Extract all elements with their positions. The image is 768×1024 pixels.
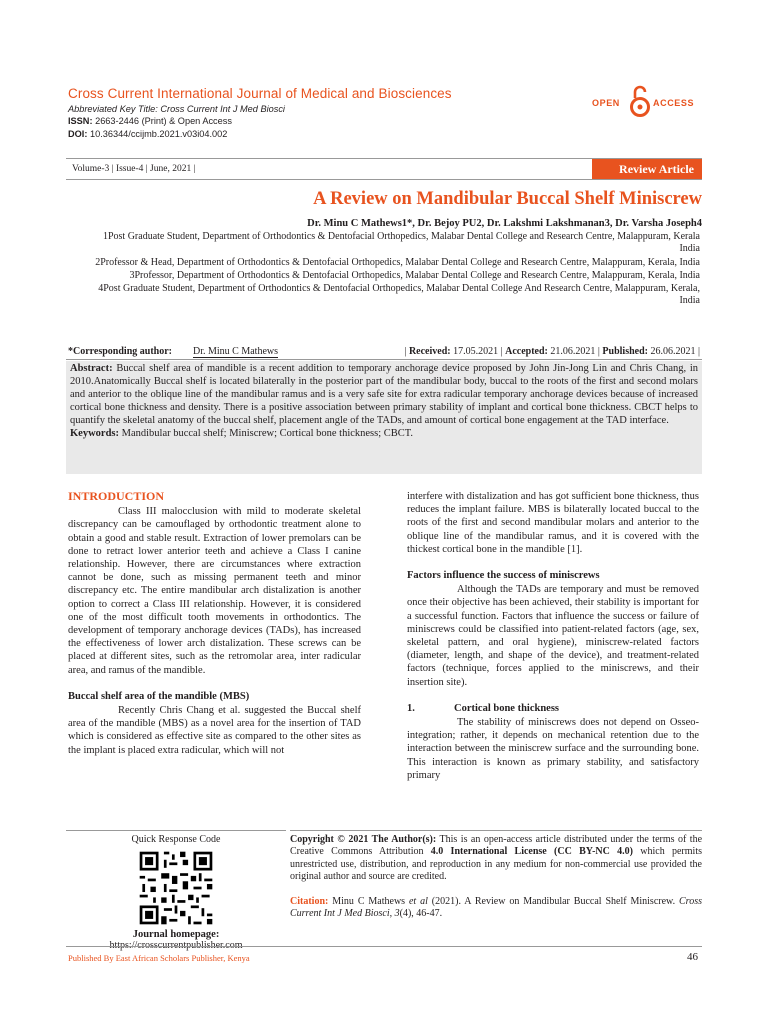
right-column (407, 490, 699, 782)
qr-code-icon[interactable] (137, 849, 215, 927)
keywords-text: Mandibular buccal shelf; Miniscrew; Cortical bone thickness; CBCT. (121, 427, 414, 439)
cortical-number: 1. (407, 702, 415, 714)
factors-heading: Factors influence the success of miniscrews (407, 570, 600, 582)
citation-year-title: (2021). A Review on Mandibular Buccal Shelf Miniscrew. (431, 896, 676, 907)
left-column (68, 490, 361, 757)
mbs-paragraph: Recently Chris Chang et al. suggested the Buccal shelf area of the mandible (MBS) as a novel area for the insertion of TAD which is considered as effective site as compared to the other sites as the implant is placed extra radicular, which will not (68, 705, 361, 756)
license-name[interactable]: 4.0 International License (CC BY-NC 4.0) (430, 846, 633, 858)
published-label: Published: (602, 346, 648, 357)
keywords-label: Keywords: (70, 427, 119, 439)
oa-open-text: OPEN (592, 98, 620, 108)
affiliation-1: 1Post Graduate Student, Department of Orthodontics & Dentofacial Orthopedics, Malabar Dental College and Research Centre, Malappuram, Kerala India (102, 231, 700, 255)
accepted-label: Accepted: (505, 346, 548, 357)
issue-info: Volume-3 | Issue-4 | June, 2021 | (72, 164, 196, 174)
received-label: Received: (408, 346, 451, 357)
homepage-link[interactable]: https://crosscurrentpublisher.com (109, 940, 243, 951)
issn-value: 2663-2446 (Print) & Open Access (95, 116, 232, 127)
license-text (290, 830, 702, 883)
citation-authors: Minu C Mathews (332, 896, 406, 907)
doi-label: DOI: (68, 128, 88, 139)
corresponding-label: *Corresponding author: (68, 346, 172, 357)
copyright-label: Copyright © 2021 The Author(s): (290, 834, 437, 845)
article-title: A Review on Mandibular Buccal Shelf Miniscrew (313, 189, 702, 209)
affiliation-2: 2Professor & Head, Department of Orthodontics & Dentofacial Orthopedics, Malabar Dental College and Research Centre, Malappuram, Kerala, India (95, 256, 700, 268)
publisher-line: Published By East African Scholars Publisher, Kenya (68, 953, 250, 963)
footer-divider (66, 946, 702, 947)
citation-label: Citation: (290, 896, 329, 907)
abstract-label: Abstract: (70, 363, 113, 374)
abbrev-label: Abbreviated Key Title: (68, 104, 158, 114)
abstract-box (66, 361, 702, 474)
factors-paragraph: Although the TADs are temporary and must be removed once their objective has been achieved, their stability is important for a successful function. Factors that influence the success or failure of miniscrews could be classified into patient-related factors (age, sex, skeletal pattern, and oral hygiene), miniscrew-related factors (diameter, length, and shape of the device), and treatment-related factors (technique, forces applied to the miniscrews, and their insertion site). (407, 584, 699, 688)
received-date: 17.05.2021 (453, 346, 499, 357)
license-terms: which permits unrestricted use, distribution, and reproduction in any medium for non-commercial use provided the original author and source are credited. (290, 846, 702, 882)
dates: | Received: 17.05.2021 | Accepted: 21.06.2021 | Published: 26.06.2021 | (404, 346, 700, 357)
affiliations (90, 231, 700, 309)
homepage-label: Journal homepage: (132, 929, 220, 940)
abstract-text: Buccal shelf area of mandible is a recent addition to temporary anchorage device proposed by John Jin-Jong Lin and Chris Chang, in 2010.Anatomically Buccal shelf is located bilaterally in the posterior part of the mandibular body, buccal to the roots of the first and second molars and anterior to the oblique line of the mandibular ramus and is a very safe site for extra radicular temporary anchorage devices because of increased cortical bone thickness and density. There is a positive association between primary stability of implant and cortical bone thickness. CBCT helps to quantify the skeletal anatomy of the buccal shelf, placement angle of the TADs, and amount of cortical bone engagement at the TAD interface. (70, 363, 698, 426)
cortical-heading (407, 702, 699, 715)
qr-block (66, 830, 286, 951)
accepted-date: 21.06.2021 (550, 346, 596, 357)
doi-link[interactable]: 10.36344/ccijmb.2021.v03i04.002 (89, 128, 228, 139)
article-type-badge: Review Article (592, 159, 702, 179)
continued-paragraph: interfere with distalization and has got sufficient bone thickness, thus reduces the implant failure. MBS is bilaterally located buccal to the roots of the first and second mandibular molars and anterior to the oblique line of the mandibular ramus, and it is covered with the thickest cortical bone in the mandible [1]. (407, 491, 699, 555)
intro-paragraph: Class III malocclusion with mild to moderate skeletal discrepancy can be camouflaged by orthodontic treatment alone to obtain a good and stable result. Extraction of lower premolars can be done to retract lower anterior teeth and achieve a Class I canine relationship. However, there are circumstances where extraction cannot be done, such as missing permanent teeth and minor discrepancy etc. The entire mandibular arch distalization is another option to correct a Class III relationship. However, it is considered one of the most difficult tooth movements in orthodontics. The development of temporary anchorage devices (TADs), has increased the effectiveness of lower arch distalization. These screws can be placed at different sites, such as the retromolar area, inter radicular area, and ramus of the mandible. (68, 506, 361, 676)
page-number: 46 (687, 951, 698, 963)
oa-access-text: ACCESS (653, 98, 695, 108)
corresponding-row (66, 346, 702, 360)
citation-journal: Cross Current Int J Med Biosci, 3 (290, 896, 702, 920)
qr-label: Quick Response Code (131, 834, 221, 845)
abbrev-title: Cross Current Int J Med Biosci (160, 104, 285, 114)
journal-title: Cross Current International Journal of Medical and Biosciences (68, 86, 452, 101)
intro-heading: INTRODUCTION (68, 489, 165, 503)
open-access-logo (592, 84, 702, 124)
citation-pages: (4), 46-47. (399, 908, 443, 920)
cortical-title: Cortical bone thickness (454, 702, 559, 714)
issue-bar (66, 158, 702, 180)
affiliation-3: 3Professor, Department of Orthodontics & Dentofacial Orthopedics, Malabar Dental College and Research Centre, Malappuram, Kerala, India (129, 269, 700, 281)
journal-meta (68, 103, 285, 140)
copyright-text: This is an open-access article distributed under the terms of the Creative Commons Attribution (290, 834, 703, 858)
cortical-paragraph: The stability of miniscrews does not depend on Osseo-integration; rather, it depends on mechanical retention due to the interaction between the miniscrew surface and the surrounding bone. This interaction is known as primary stability, and satisfactory primary (407, 717, 699, 781)
author-list: Dr. Minu C Mathews1*, Dr. Bejoy PU2, Dr. Lakshmi Lakshmanan3, Dr. Varsha Joseph4 (307, 218, 702, 229)
affiliation-4: 4Post Graduate Student, Department of Orthodontics & Dentofacial Orthopedics, Malabar Dental College And Research Centre, Malappuram, Kerala, India (98, 283, 700, 307)
published-date: 26.06.2021 (650, 346, 696, 357)
citation-etal: et al (408, 896, 428, 907)
open-lock-icon (629, 84, 651, 118)
issn-label: ISSN: (68, 116, 93, 127)
citation (290, 896, 702, 921)
corresponding-author-link[interactable]: Dr. Minu C Mathews (193, 346, 278, 357)
mbs-heading: Buccal shelf area of the mandible (MBS) (68, 690, 250, 702)
